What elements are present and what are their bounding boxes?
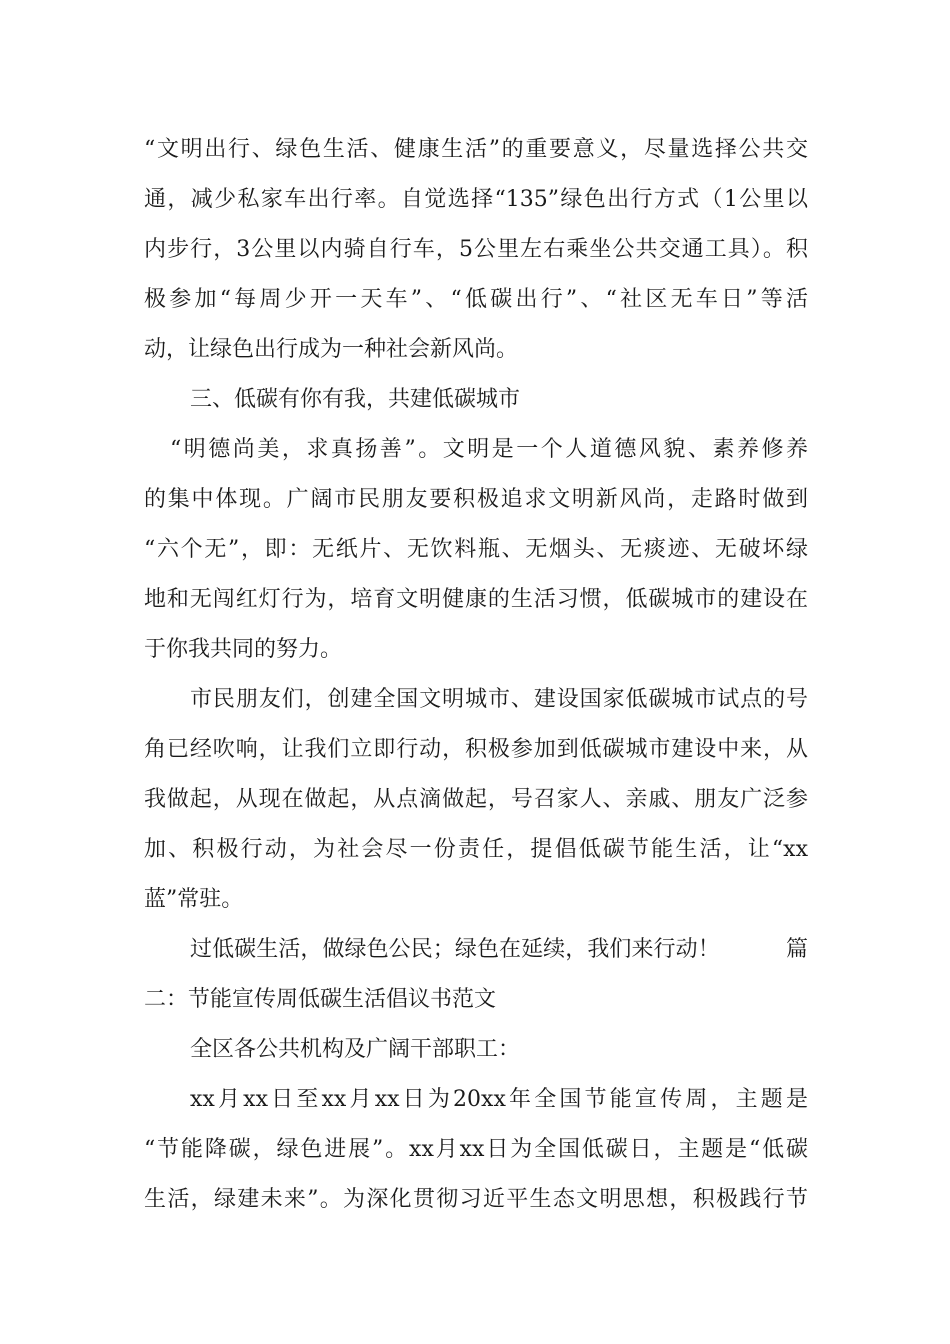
- text-line-20: xx月xx日至xx月xx日为20xx年全国节能宣传周，主题是: [190, 1087, 808, 1112]
- text-line-3: 内步行，3公里以内骑自行车，5公里左右乘坐公共交通工具）。积: [144, 237, 808, 262]
- text-line-16: 蓝”常驻。: [144, 887, 244, 912]
- text-line-4: 极参加“每周少开一天车”、“低碳出行”、“社区无车日”等活: [144, 287, 808, 312]
- text-line-22: 生活，绿建未来”。为深化贯彻习近平生态文明思想，积极践行节: [144, 1187, 808, 1212]
- text-line-12: 市民朋友们，创建全国文明城市、建设国家低碳城市试点的号: [190, 687, 808, 712]
- text-line-10: 地和无闯红灯行为，培育文明健康的生活习惯，低碳城市的建设在: [144, 587, 808, 612]
- text-line-5: 动，让绿色出行成为一种社会新风尚。: [144, 337, 519, 362]
- text-line-7: “明德尚美，求真扬善”。文明是一个人道德风貌、素养修养: [170, 437, 808, 462]
- text-line-17: 过低碳生活，做绿色公民；绿色在延续，我们来行动！ 篇: [190, 937, 808, 962]
- section-heading-part-2: 二：节能宣传周低碳生活倡议书范文: [144, 987, 497, 1012]
- text-line-1: “文明出行、绿色生活、健康生活”的重要意义，尽量选择公共交: [144, 137, 808, 162]
- text-line-21: “节能降碳，绿色进展”。xx月xx日为全国低碳日，主题是“低碳: [144, 1137, 808, 1162]
- salutation: 全区各公共机构及广阔干部职工：: [190, 1037, 521, 1062]
- text-line-2: 通，减少私家车出行率。自觉选择“135”绿色出行方式（1公里以: [144, 187, 808, 212]
- section-heading-3: 三、低碳有你有我，共建低碳城市: [190, 387, 521, 412]
- text-line-15: 加、积极行动，为社会尽一份责任，提倡低碳节能生活，让“xx: [144, 837, 808, 862]
- text-line-13: 角已经吹响，让我们立即行动，积极参加到低碳城市建设中来，从: [144, 737, 808, 762]
- text-line-11: 于你我共同的努力。: [144, 637, 343, 662]
- text-line-9: “六个无”，即：无纸片、无饮料瓶、无烟头、无痰迹、无破坏绿: [144, 537, 808, 562]
- text-line-8: 的集中体现。广阔市民朋友要积极追求文明新风尚，走路时做到: [144, 487, 808, 512]
- text-line-14: 我做起，从现在做起，从点滴做起，号召家人、亲戚、朋友广泛参: [144, 787, 808, 812]
